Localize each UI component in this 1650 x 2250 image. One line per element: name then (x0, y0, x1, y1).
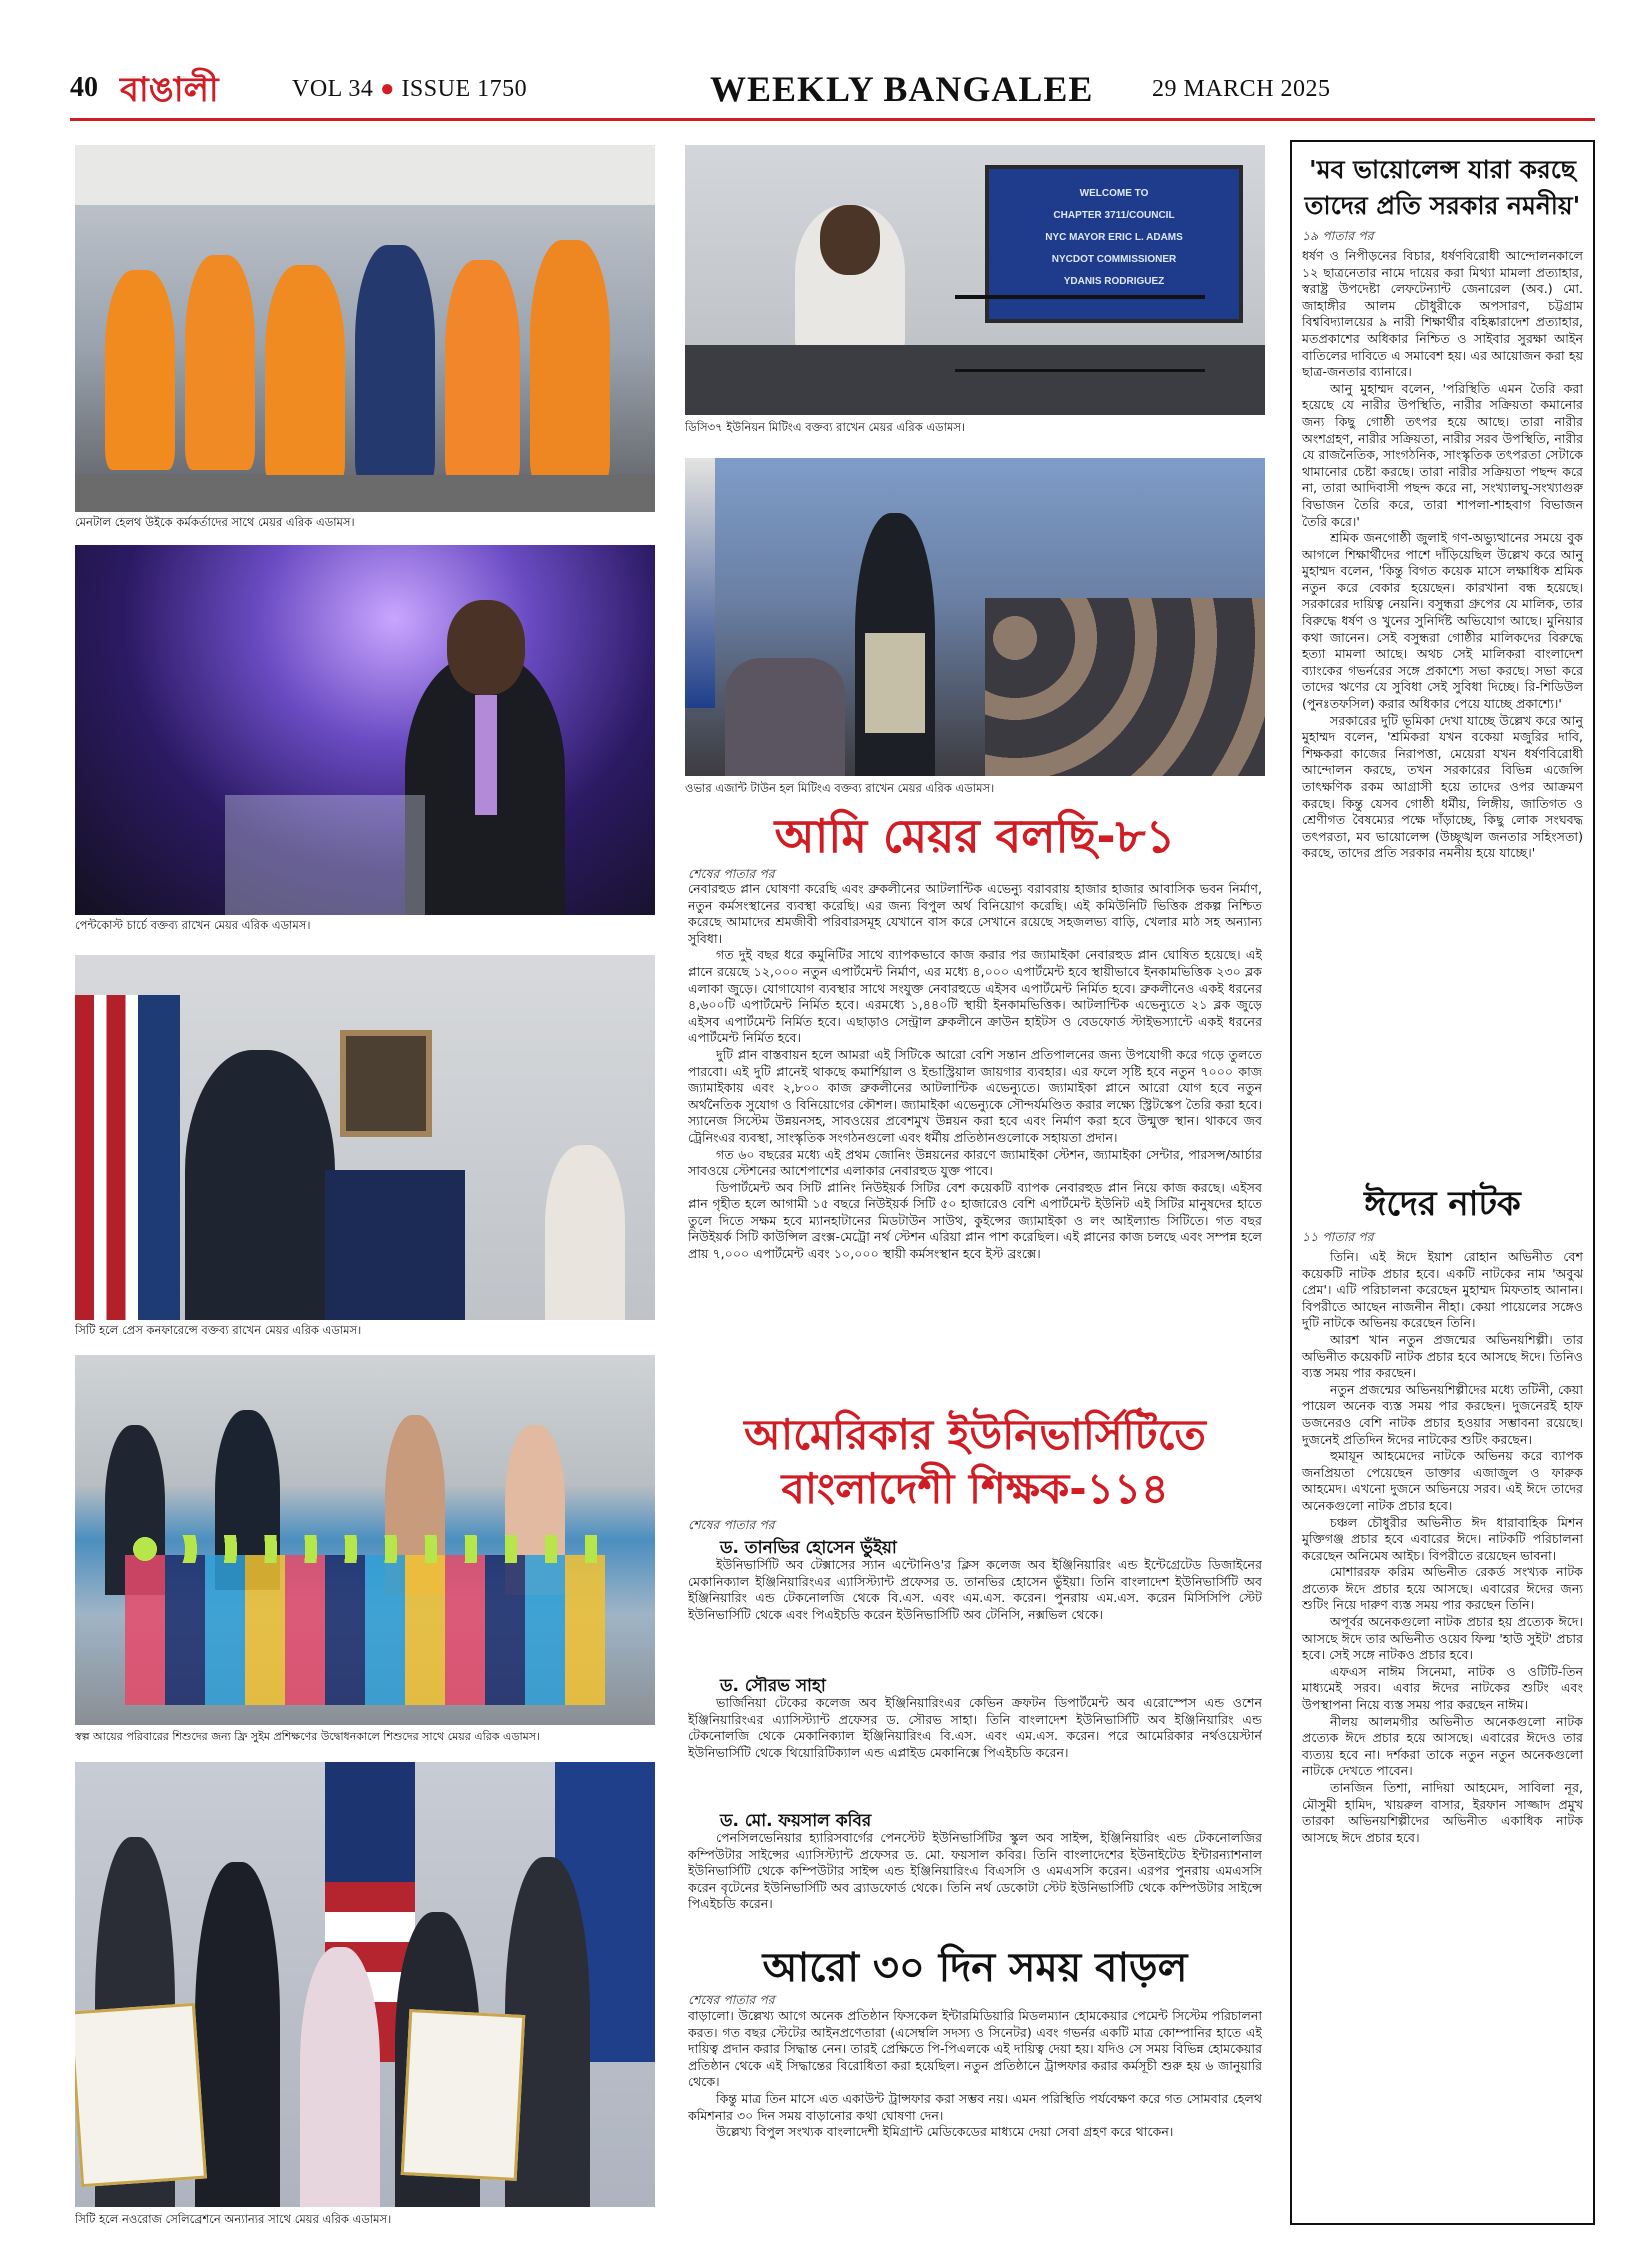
photo-free-swim (75, 1355, 655, 1725)
article1-continued: শেষের পাতার পর (688, 866, 775, 881)
masthead-rule (70, 118, 1595, 121)
masthead-title: WEEKLY BANGALEE (710, 69, 1094, 109)
article3-continued: শেষের পাতার পর (688, 1992, 775, 2007)
screen-line-4: NYCDOT COMMISSIONER (1051, 254, 1177, 265)
sidebar-paragraph-4: সরকারের দুটি ভূমিকা দেখা যাচ্ছে উল্লেখ করে আনু মুহাম্মদ বলেন, 'শ্রমিকরা যখন বকেয়া মজুরির দাবি, শিক্ষকরা কাজের নিরাপত্তা, মেয়েরা যখন ধর্ষণবিরোধী আন্দোলন করছে, তখন সরকারের বিভিন্ন এজেন্সি তাৎক্ষণিক রকম আগ্রাসী হয়ে তাদের ওপর আক্রমণ করছে। কিন্তু যেসব গোষ্ঠী ধর্মীয়, লিঙ্গীয়, জাতিগত ও শ্রেণীগত বৈষম্যের পক্ষে দাঁড়াচ্ছে, কিছু লোক সংঘবদ্ধ তৎপরতা, মব ভায়োলেন্স (উচ্ছৃঙ্খল জনতার সহিংসতা) করছে, তাদের প্রতি সরকার নমনীয় হয়ে যাচ্ছে।' (1302, 712, 1583, 861)
screen-text (989, 183, 1239, 293)
profile-2-paragraph: ভার্জিনিয়া টেকের কলেজ অব ইঞ্জিনিয়ারিংএর কেভিন ক্রফটন ডিপার্টমেন্ট অব এরোস্পেস এন্ড ওশেন ইঞ্জিনিয়ারিংএর এ্যাসিস্ট্যান্ট প্রফেসর ড. সৌরভ সাহা। তিনি বাংলাদেশ ইউনিভার্সিটি অব ইঞ্জিনিয়ারিং এন্ড টেকনোলজি থেকে মেকানিক্যাল ইঞ্জিনিয়ারিংএ বি.এস. এবং এম.এস. করেন। পরে আমেরিকার নর্থওয়েস্টার্ন ইউনিভার্সিটি থেকে থিয়োরিটিক্যাল এন্ড এপ্লাইড মেকানিক্সে পিএইচডি করেন। (688, 1695, 1262, 1760)
article2-headline (685, 1408, 1265, 1516)
article2-headline-line-1: আমেরিকার ইউনিভার্সিটিতে (744, 1410, 1206, 1459)
article1-paragraph-1: নেবারহুড প্লান ঘোষণা করেছি এবং ব্রুকলীনের আটলান্টিক এভেন্যু বরাবরায় হাজার হাজার আবাসিক ভবন নির্মাণ, নতুন কর্মসংস্থানের ব্যবস্থা করেছি। এর জন্য বিপুল অর্থ বিনিয়োগ করেছি। এই কমিউনিটি ভিত্তিক প্রকল্প নিশ্চিত করেছে আমাদের শ্রমজীবী পরিবারসমূহ যেখানে বাস করে সেখানে রয়েছে সহজলভ্য বাড়ি, খেলার মাঠ সহ অন্যান্য সুবিধা। (688, 881, 1262, 946)
eid-paragraph-8: এফএস নাঈম সিনেমা, নাটক ও ওটিটি-তিন মাধ্যমেই সরব। এবার ঈদের নাটকের শুটিং এবং উপস্থাপনা নিয়ে ব্যস্ত সময় পার করছেন নাঈম। (1302, 1663, 1583, 1713)
sidebar-continued-2: ১১ পাতার পর (1302, 1229, 1374, 1244)
screen-line-1: WELCOME TO (1079, 188, 1149, 199)
masthead (70, 66, 1595, 122)
screen-line-3: NYC MAYOR ERIC L. ADAMS (1045, 232, 1183, 243)
profile-2-text (688, 1695, 1262, 1803)
page-number: 40 (70, 72, 98, 103)
sidebar-paragraph-2: আনু মুহাম্মদ বলেন, 'পরিস্থিতি এমন তৈরি করা হয়েছে যে নারীর উপস্থিতি, নারীর সক্রিয়তা কমানোর জন্য কিছু গোষ্ঠী তৎপর হয়ে আছে। তারা নারীর অংশগ্রহণ, নারীর সক্রিয়তা, নারীর সরব উপস্থিতি, নারীর যে রাজনৈতিক, সাংগঠনিক, সাংস্কৃতিক তৎপরতা সেটাকে থামানোর চেষ্টা করছে। তারা নারীর সক্রিয়তা পছন্দ করে না, তারা আদিবাসী পছন্দ করে না, সংখ্যালঘু-সংখ্যাগুরু বিভাজন তৈরি করে, তারা শাপলা-শাহবাগ বিভাজন তৈরি করে।' (1302, 380, 1583, 529)
profile-3-text (688, 1830, 1262, 1938)
caption-photo-6: ডিসি৩৭ ইউনিয়ন মিটিংএ বক্তব্য রাখেন মেয়র এরিক এডামস। (685, 420, 966, 434)
photo-city-hall-press (75, 955, 655, 1320)
profile-1-paragraph: ইউনিভার্সিটি অব টেক্সাসের স্যান এন্টোনিও'র ক্লিস কলেজ অব ইঞ্জিনিয়ারিং এন্ড ইন্টেগ্রেটেড ডিজাইনের মেকানিক্যাল ইঞ্জিনিয়ারিংএর এ্যাসিস্ট্যান্ট প্রফেসর ড. তানভির হোসেন ভুঁইয়া। তিনি বাংলাদেশ ইউনিভার্সিটি অব ইঞ্জিনিয়ারিং এন্ড টেকনোলজি থেকে বি.এস. এবং এম.এস. করেন। পুনরায় এম.এস. করেন মিসিসিপি স্টেট ইউনিভার্সিটি থেকে এবং পিএইচডি করেন ইউনিভার্সিটি অব টেনিসি, নক্সভিল থেকে। (688, 1557, 1262, 1622)
sidebar-continued: ১৯ পাতার পর (1302, 228, 1374, 243)
sidebar-paragraph-3: শ্রমিক জনগোষ্ঠী জুলাই গণ-অভ্যুত্থানের সময়ে বুক আগলে শিক্ষার্থীদের পাশে দাঁড়িয়েছিল উল্লেখ করে আনু মুহাম্মদ বলেন, 'কিন্তু বিগত কয়েক মাসে লক্ষাধিক শ্রমিক নতুন করে বেকার হয়েছেন। কারখানা বন্ধ হয়েছে। সরকারের দায়িত্ব নেয়নি। বসুন্ধরা গ্রুপের যে মালিক, তার বিরুদ্ধে ধর্ষণ ও খুনের সুনির্দিষ্ট অভিযোগ আছে। মুনিয়ার কথা জানেন। সেই বসুন্ধরা গোষ্ঠীর মালিকদের বিরুদ্ধে হত্যা মামলা আছে। অথচ সেই মালিকরা বাংলাদেশ ব্যাংকের গভর্নরের সঙ্গে প্রকাশ্যে সভা করছে। সভা করে তাদের ঋণের যে সুবিধা সেই সুবিধা দিচ্ছে। রি-শিডিউল (পুনঃতফসিল) করার অধিকার পেয়ে যাচ্ছে প্রকাশ্যে।' (1302, 530, 1583, 712)
eid-paragraph-5: চঞ্চল চৌধুরীর অভিনীত ঈদ ধারাবাহিক মিশন মুক্তিগঞ্জ প্রচার হবে এবারের ঈদে। নাটকটি পরিচালনা করেছেন অনিমেষ আইচ। বিপরীতে রয়েছেন ভাবনা। (1302, 1514, 1583, 1563)
eid-paragraph-7: অপূর্বর অনেকগুলো নাটক প্রচার হয় প্রত্যেক ঈদে। আসছে ঈদে তার অভিনীত ওয়েব ফিল্ম 'হাউ সুইট' প্রচার হবে। সেই সঙ্গে নাটকও প্রচার হবে। (1302, 1614, 1583, 1663)
sidebar-headline: 'মব ভায়োলেন্স যারা করছে তাদের প্রতি সরকার নমনীয়' (1304, 155, 1581, 220)
issue: ISSUE 1750 (401, 76, 528, 102)
sidebar-headline-2: ঈদের নাটক (1364, 1184, 1521, 1224)
article1-paragraph-4: গত ৬০ বছরের মধ্যে এই প্রথম জোনিং উন্নয়নের কারণে জ্যামাইকা স্টেশন, জ্যামাইকা সেন্টার, পারসন্স/আর্চার সাবওয়ে স্টেশনের আশেপাশের এলাকার নেবারহুড যুক্ত পাবে। (688, 1146, 1262, 1179)
caption-photo-4: স্বল্প আয়ের পরিবারের শিশুদের জন্য ফ্রি সুইম প্রশিক্ষণের উদ্বোধনকালে শিশুদের সাথে মেয়র এরিক এডামস। (75, 1730, 540, 1743)
article1-paragraph-5: ডিপার্টমেন্ট অব সিটি প্লানিং নিউইয়র্ক সিটির বেশ কয়েকটি ব্যাপক নেবারহুড প্লান নিয়ে কাজ করছে। এইসব প্লান গৃহীত হলে আগামী ১৫ বছরে নিউইয়র্ক সিটি ৫০ হাজারেও বেশি এপার্টমেন্ট ইউনিট এই সিটির মানুষদের হাতে তুলে দিতে সক্ষম হবে ম্যানহাটানের মিডটাউন সাউথ, কুইন্সের জ্যামাইকা ও লং আইল্যান্ড সিটিতে। গত বছর নিউইয়র্ক সিটি কাউন্সিল ব্রংক্স-মেট্রো নর্থ স্টেশন এরিয়া প্লান পাশ করেছিল। এই প্লানের কাজ চলছে এবং সম্পন্ন হলে প্রায় ৭,০০০ এপার্টমেন্ট এবং ১০,০০০ স্থায়ী কর্মসংস্থান হবে ইস্ট ব্রংক্সে। (688, 1179, 1262, 1262)
article2-continued: শেষের পাতার পর (688, 1517, 775, 1532)
article1-paragraph-2: গত দুই বছর ধরে কমুনিটির সাথে ব্যাপকভাবে কাজ করার পর জ্যামাইকা নেবারহুড প্লান ঘোষিত হয়েছে। এই প্লানে রয়েছে ১২,০০০ নতুন এপার্টমেন্ট নির্মাণ, এর মধ্যে ৪,০০০ এপার্টমেন্ট হবে স্থায়ীভাবে ইনকামভিত্তিক ২৩০ ব্লক এলাকা জুড়ে। যোগাযোগ ব্যবস্থার সাথে সংযুক্ত নেবারহুডে এইসব এপার্টমেন্ট নির্মিত হবে। ব্রুকলীনেও একই ধরনের ৪,৬০০টি এপার্টমেন্ট নির্মিত হবে। এরমধ্যে ১,৪৪০টি স্থায়ী ইনকামভিত্তিক। আটলান্টিক এভেন্যুতে ২১ ব্লক জুড়ে এইসব এপার্টমেন্ট নির্মিত হবে। এছাড়াও সেন্ট্রাল ব্রুকলীনে ক্রাউন হাইটস ও বেডফোর্ড স্টাইভস্যান্টে একই ধরনের এপার্টমেন্ট নির্মিত হবে। (688, 947, 1262, 1046)
screen-line-2: CHAPTER 3711/COUNCIL (1053, 210, 1175, 221)
issue-date: 29 MARCH 2025 (1152, 76, 1331, 102)
photo-town-hall-meeting (685, 458, 1265, 776)
sidebar-paragraph-1: ধর্ষণ ও নিপীড়নের বিচার, ধর্ষণবিরোধী আন্দোলনকালে ১২ ছাত্রনেতার নামে দায়ের করা মিথ্যা মামলা প্রত্যাহার, স্বরাষ্ট্র উপদেষ্টা লেফটেন্যান্ট জেনারেল (অব.) মো. জাহাঙ্গীর আলম চৌধুরীকে অপসারণ, চট্টগ্রাম বিশ্ববিদ্যালয়ের ৯ নারী শিক্ষার্থীর বহিষ্কারাদেশ প্রত্যাহার, মতপ্রকাশের অধিকার নিশ্চিত ও সাইবার সুরক্ষা আইন বাতিলের দাবিতে এ সমাবেশ হয়। এর আয়োজন করা হয় ছাত্র-জনতার ব্যানারে। (1302, 248, 1583, 380)
profile-3-name: ড. মো. ফয়সাল কবির (720, 1811, 872, 1831)
profile-1-name: ড. তানভির হোসেন ভুঁইয়া (720, 1538, 897, 1558)
volume-issue (292, 76, 527, 103)
caption-photo-2: পেন্টকোস্ট চার্চে বক্তব্য রাখেন মেয়র এরিক এডামস। (75, 918, 311, 932)
eid-paragraph-6: মোশাররফ করিম অভিনীত রেকর্ড সংখ্যক নাটক প্রত্যেক ঈদে প্রচার হয়ে আসছে। এবারের ঈদের জন্য শুটিং নিয়ে দারুণ ব্যস্ত সময় পার করছেন তিনি। (1302, 1564, 1583, 1613)
caption-photo-7: ওভার এজান্ট টাউন হল মিটিংএ বক্তব্য রাখেন মেয়র এরিক এডামস। (685, 781, 995, 795)
sidebar-box (1290, 140, 1595, 2225)
photo-dc37-union (685, 145, 1265, 415)
eid-paragraph-4: হুমায়ূন আহমেদের নাটকে অভিনয় করে ব্যাপক জনপ্রিয়তা পেয়েছেন ডাক্তার এজাজুল ও ফারুক আহমেদ। এখনো দুজনে অভিনয়ে সরব। এই ঈদে তাদের অনেকগুলো নাটক প্রচার হবে। (1302, 1448, 1583, 1513)
sidebar-article-body (1292, 248, 1593, 1173)
newspaper-logo: বাঙালী (120, 70, 219, 110)
eid-paragraph-1: তিনি। এই ঈদে ইয়াশ রোহান অভিনীত বেশ কয়েকটি নাটক প্রচার হবে। একটি নাটকের নাম 'অবুঝ প্রেম'। এটি পরিচালনা করেছেন মুহাম্মদ মিফতাহ আনান। বিপরীতে আছেন নাজনীন নীহা। কেয়া পায়েলের সঙ্গেও দুটি নাটকে অভিনয় করেছেন তিনি। (1302, 1249, 1583, 1331)
caption-photo-5: সিটি হলে নওরোজ সেলিব্রেশনে অন্যান্যর সাথে মেয়র এরিক এডামস। (75, 2212, 392, 2226)
photo-pentecost-church (75, 545, 655, 915)
photo-nowruz-celebration (75, 1762, 655, 2207)
article3-headline: আরো ৩০ দিন সময় বাড়ল (762, 1945, 1188, 1991)
article3-paragraph-3: উল্লেখ্য বিপুল সংখ্যক বাংলাদেশী ইমিগ্রান্ট মেডিকেডের মাধ্যমে দেয়া সেবা গ্রহণ করে থাকেন। (716, 2124, 1174, 2140)
caption-photo-3: সিটি হলে প্রেস কনফারেন্সে বক্তব্য রাখেন মেয়র এরিক এডামস। (75, 1323, 362, 1337)
screen-line-5: YDANIS RODRIGUEZ (1063, 276, 1165, 287)
article3-body (688, 2008, 1262, 2223)
eid-paragraph-10: তানজিন তিশা, নাদিয়া আহমেদ, সাবিলা নূর, মৌসুমী হামিদ, খায়রুল বাসার, ইরফান সাজ্জাদ প্রমুখ তারকা অভিনয়শিল্পীদের অভিনীত একাধিক নাটক আসছে ঈদে প্রচার হবে। (1302, 1780, 1583, 1845)
article3-paragraph-2: কিন্তু মাত্র তিন মাসে এত একাউন্ট ট্রান্সফার করা সম্ভব নয়। এমন পরিস্থিতি পর্যবেক্ষণ করে গত সোমবার হেলথ কমিশনার ৩০ দিন সময় বাড়ানোর কথা ঘোষণা দেন। (688, 2090, 1262, 2123)
eid-paragraph-2: আরশ খান নতুন প্রজন্মের অভিনয়শিল্পী। তার অভিনীত কয়েকটি নাটক প্রচার হবে আসছে ঈদে। তিনিও ব্যস্ত সময় পার করছেন। (1302, 1331, 1583, 1381)
photo-mental-health-week (75, 145, 655, 512)
sidebar-article-2-body (1292, 1249, 1593, 2169)
article1-headline: আমি মেয়র বলছি-৮১ (774, 809, 1176, 863)
article1-body (688, 881, 1262, 1331)
eid-paragraph-3: নতুন প্রজন্মের অভিনয়শিল্পীদের মধ্যে তটিনী, কেয়া পায়েল অনেক ব্যস্ত সময় পার করছেন। দুজনেরই হাফ ডজনেরও বেশি নাটক প্রচার হওয়ার সম্ভাবনা রয়েছে। দুজনেই প্রতিদিন ঈদের নাটকের শুটিং করছেন। (1302, 1381, 1583, 1447)
eid-paragraph-9: নীলয় আলমগীর অভিনীত অনেকগুলো নাটক প্রত্যেক ঈদে প্রচার হয়ে আসছে। এবারের ঈদেও তার ব্যত্যয় হবে না। দর্শকরা তাকে নতুন নতুন অনেকগুলো নাটকে দেখতে পাবেন। (1302, 1713, 1583, 1779)
profile-3-paragraph: পেনসিলভেনিয়ার হ্যারিসবার্গের পেনস্টেট ইউনিভার্সিটির স্কুল অব সাইন্স, ইঞ্জিনিয়ারিং এন্ড টেকনোলজির কম্পিউটার সাইন্সের এ্যাসিস্ট্যান্ট প্রফেসর ড. মো. ফয়সাল কবির। তিনি বাংলাদেশের ইউনাইটেড ইন্টারন্যাশনাল ইউনিভার্সিটি থেকে কম্পিউটার সাইন্স এন্ড ইঞ্জিনিয়ারিংএ বিএসসি ও এমএসসি করেন। এরপর পুনরায় এমএসসি করেন বৃটেনের ইউনিভার্সিটি অব ব্র্যাডফোর্ড থেকে। তিনি নর্থ ডেকোটা স্টেট ইউনিভার্সিটি থেকে কম্পিউটার সাইন্সে পিএইচডি করেন। (688, 1830, 1262, 1912)
separator-dot: ● (379, 76, 395, 102)
article1-paragraph-3: দুটি প্লান বাস্তবায়ন হলে আমরা এই সিটিকে আরো বেশি সন্তান প্রতিপালনের জন্য উপযোগী করে গড়ে তুলতে পারবো। এই দুটি প্লানেই থাকছে কমার্শিয়াল ও ইন্ডাস্ট্রিয়াল জায়গার ব্যবহার। এর ফলে সৃষ্টি হবে নতুন ৭০০০ কাজ জ্যামাইকায় এবং ২,৮০০ কাজ ব্রুকলীনের আটলান্টিক এভেন্যুতে। জ্যামাইকা প্লানে আরো যোগ হবে নতুন অর্থনৈতিক সুযোগ ও বিনিয়োগের কৌশল। জ্যামাইকা এভেন্যুকে সৌন্দর্যমণ্ডিত করার লক্ষ্যে স্ট্রিটস্কেপ তৈরি করা হবে। স্যানেজ সিস্টেম উন্নয়নসহ, সাবওয়ের প্রবেশমুখ উন্নয়ন করা হবে এবং নির্মাণ করা হবে উন্মুক্ত স্থান। থাকবে জব ট্রেনিংএর ব্যবস্থা, সাংস্কৃতিক সংগঠনগুলো এবং ধর্মীয় প্রতিষ্ঠানগুলোকে সহায়তা প্রদান। (688, 1046, 1262, 1145)
article3-paragraph-1: বাড়ালো। উল্লেখ্য আগে অনেক প্রতিষ্ঠান ফিসকেল ইন্টারমিডিয়ারি মিডলম্যান হোমকেয়ার পেমেন্ট সিস্টেম পরিচালনা করত। গত বছর স্টেটের আইনপ্রণেতারা (এসেম্বলি সদস্য ও সিনেটর) এবং গভর্নর একটি মাত্র কোম্পানির হাতে এই দায়িত্ব প্রদান করার সিদ্ধান্ত নেন। তারই প্রেক্ষিতে পি-পিএলকে এই দায়িত্ব দেয়া হয়। যদিও সে সময় বিভিন্ন হোমকেয়ার প্রতিষ্ঠান থেকে এই সিদ্ধান্তের বিরোধিতা করা হয়েছিল। নতুন প্রতিষ্ঠানে ট্রান্সফার করার কর্মসূচী শুরু হয় ৬ জানুয়ারি থেকে। (688, 2008, 1262, 2090)
profile-2-name: ড. সৌরভ সাহা (720, 1676, 826, 1696)
article2-headline-line-2: বাংলাদেশী শিক্ষক-১১৪ (781, 1464, 1169, 1513)
volume: VOL 34 (292, 76, 374, 102)
profile-1-text (688, 1557, 1262, 1665)
caption-photo-1: মেনটাল হেলথ উইকে কর্মকর্তাদের সাথে মেয়র এরিক এডামস। (75, 515, 355, 529)
